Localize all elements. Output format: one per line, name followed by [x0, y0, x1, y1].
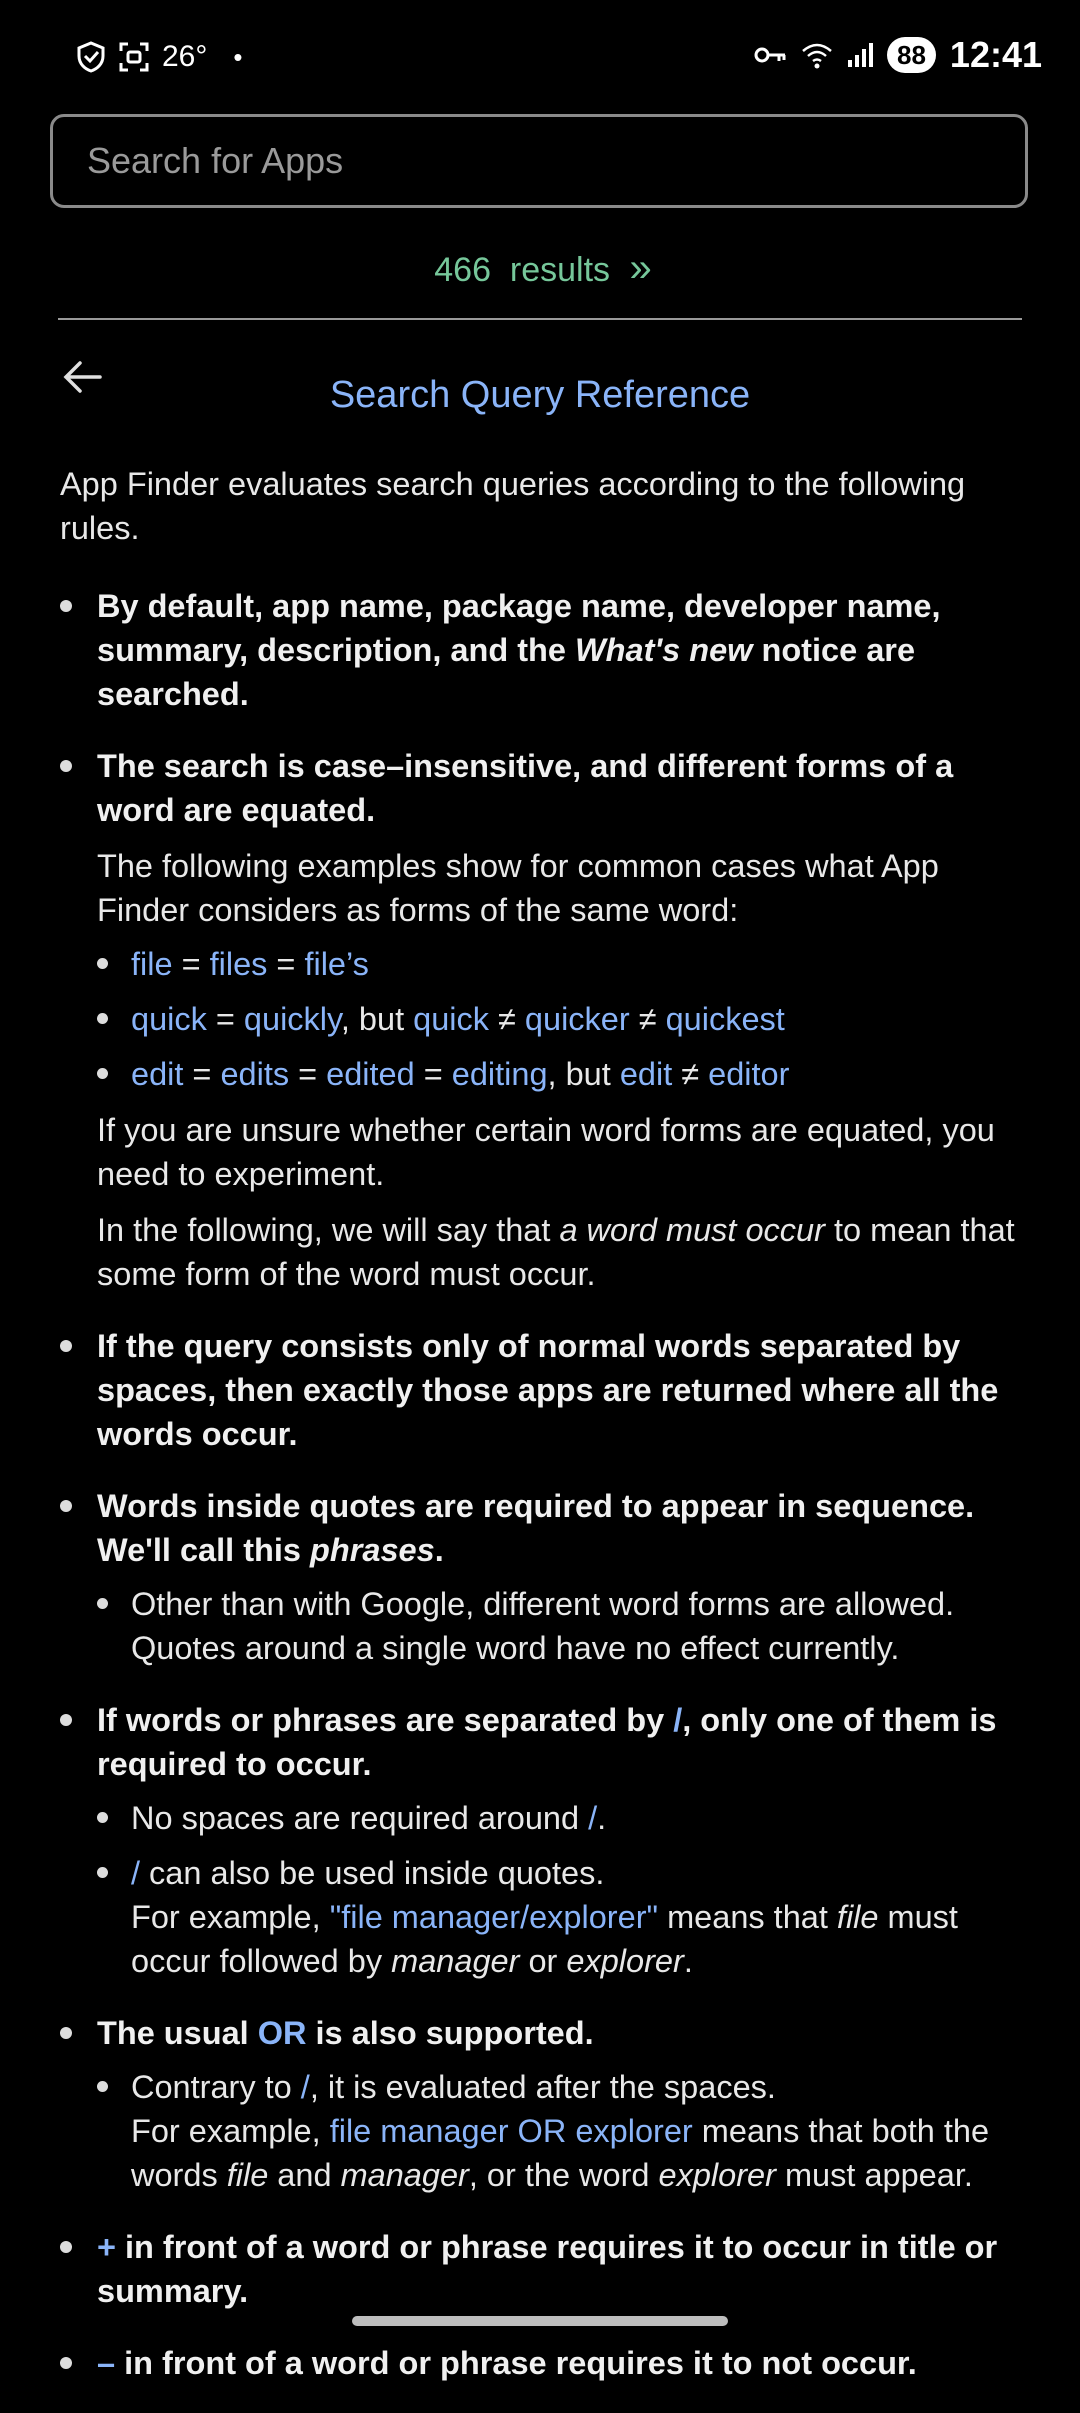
equals-sign: = [183, 1056, 221, 1092]
sub-text: or [519, 1943, 567, 1979]
sub-item [97, 1851, 1025, 1983]
sub-italic: file [836, 1899, 879, 1935]
example-word: quick [413, 1001, 490, 1037]
sub-text: and [268, 2157, 341, 2193]
rule-or [60, 2011, 1025, 2197]
operator-slash: / [300, 2069, 310, 2105]
example-file [97, 942, 1025, 986]
but-text: , but [340, 1001, 414, 1037]
rule-text: . [434, 1532, 444, 1568]
sub-item [97, 1796, 1025, 1840]
not-equal-sign: ≠ [672, 1056, 709, 1092]
sub-italic: explorer [658, 2157, 776, 2193]
rule-text: Words inside quotes are required to appear in sequence. We'll call this [97, 1488, 975, 1568]
sub-italic: manager [391, 1943, 520, 1979]
rule-text: in front of a word or phrase requires it to occur in title or summary. [97, 2229, 998, 2309]
operator-plus: + [97, 2229, 116, 2265]
rule-case-insensitive [60, 744, 1025, 1296]
sub-item: Other than with Google, different word forms are allowed. Quotes around a single word have no effect currently. [97, 1582, 1025, 1670]
sub-italic: manager [340, 2157, 469, 2193]
rule-text: If the query consists only of normal words separated by spaces, then exactly those apps are returned where all the words occur. [97, 1328, 999, 1452]
divider [58, 318, 1022, 320]
paragraph-italic: a word must occur [559, 1212, 825, 1248]
sub-list [97, 2065, 1025, 2197]
operator-minus: – [97, 2345, 116, 2381]
equals-sign: = [206, 1001, 244, 1037]
sub-text: Contrary to [131, 2069, 301, 2105]
sub-text: . [597, 1800, 607, 1836]
rule-text: If words or phrases are separated by [97, 1702, 674, 1738]
rule-paragraph: If you are unsure whether certain word forms are equated, you need to experiment. [97, 1112, 995, 1192]
results-summary[interactable] [0, 246, 1080, 291]
rule-paragraph: The following examples show for common cases what App Finder considers as forms of the same word: [97, 848, 939, 928]
examples-list [97, 942, 1025, 1096]
vpn-key-icon [753, 44, 787, 66]
intro-text: App Finder evaluates search queries according to the following rules. [60, 466, 966, 546]
rule-text: is also supported. [306, 2015, 594, 2051]
sub-text: . [683, 1943, 693, 1979]
reference-content [60, 462, 1025, 2413]
sub-text: means that both the words [131, 2113, 990, 2193]
battery-badge: 88 [887, 37, 936, 73]
sub-text: means that [658, 1899, 837, 1935]
sub-italic: explorer [566, 1943, 684, 1979]
rule-text-italic: What's new [574, 632, 753, 668]
rule-minus [60, 2341, 1025, 2385]
clock: 12:41 [949, 34, 1042, 75]
sub-item [97, 2065, 1025, 2197]
sub-text: must occur followed by [131, 1899, 958, 1979]
equals-sign: = [414, 1056, 452, 1092]
example-word: file [131, 946, 173, 982]
example-word: quick [131, 1001, 207, 1037]
notification-dot-icon: • [233, 41, 243, 72]
rule-searched-fields [60, 584, 1025, 716]
example-edit [97, 1052, 1025, 1096]
example-word: file’s [304, 946, 369, 982]
wifi-icon [801, 41, 833, 69]
operator-slash: / [588, 1800, 598, 1836]
example-word: edit [131, 1056, 184, 1092]
signal-icon [847, 42, 873, 68]
rule-slash [60, 1698, 1025, 1983]
example-query: "file manager/explorer" [329, 1899, 659, 1935]
search-box[interactable] [50, 114, 1028, 208]
sub-list [97, 1796, 1025, 1983]
sub-text: For example, [131, 2113, 330, 2149]
equals-sign: = [289, 1056, 327, 1092]
example-word: files [209, 946, 268, 982]
sub-text: can also be used inside quotes. [140, 1855, 605, 1891]
sub-text: For example, [131, 1899, 330, 1935]
example-word: quicker [524, 1001, 630, 1037]
rule-text: By default, app name, package name, developer name, summary, description, and the [97, 588, 941, 668]
example-word: editing [451, 1056, 548, 1092]
example-word: editor [708, 1056, 790, 1092]
screenshot-icon [118, 41, 150, 73]
rule-phrases [60, 1484, 1025, 1670]
sub-italic: file [226, 2157, 269, 2193]
page-title: Search Query Reference [329, 374, 751, 416]
rules-list [60, 584, 1025, 2385]
sub-list [97, 1582, 1025, 1670]
operator-slash: / [673, 1702, 683, 1738]
but-text: , but [547, 1056, 620, 1092]
example-word: quickly [243, 1001, 341, 1037]
example-word: edited [326, 1056, 415, 1092]
rule-text: , only one of them is required to occur. [97, 1702, 997, 1782]
not-equal-sign: ≠ [489, 1001, 525, 1037]
rule-paragraph [97, 1208, 1025, 1296]
example-quick [97, 997, 1025, 1041]
sub-text: No spaces are required around [131, 1800, 589, 1836]
paragraph-text: In the following, we will say that [97, 1212, 560, 1248]
temperature: 26° [162, 40, 208, 73]
equals-sign: = [267, 946, 305, 982]
rule-text-italic: phrases [310, 1532, 435, 1568]
chevron-double-right-icon[interactable]: » [629, 246, 646, 290]
example-word: edits [220, 1056, 290, 1092]
search-input[interactable] [85, 139, 1025, 183]
shield-icon [76, 41, 106, 73]
sub-text: , or the word [468, 2157, 659, 2193]
rule-normal-words [60, 1324, 1025, 1456]
example-query: file manager OR explorer [329, 2113, 693, 2149]
rule-text: notice are searched. [97, 632, 916, 712]
home-indicator[interactable] [352, 2316, 728, 2326]
sub-text: must appear. [775, 2157, 973, 2193]
results-count: 466 [434, 251, 491, 289]
example-word: edit [619, 1056, 673, 1092]
example-word: quickest [665, 1001, 785, 1037]
rule-text: in front of a word or phrase requires it to not occur. [115, 2345, 917, 2381]
status-bar [0, 0, 1080, 110]
operator-slash: / [131, 1855, 141, 1891]
rule-plus [60, 2225, 1025, 2313]
not-equal-sign: ≠ [629, 1001, 666, 1037]
operator-or: OR [257, 2015, 307, 2051]
paragraph-text: to mean that some form of the word must occur. [97, 1212, 1015, 1292]
equals-sign: = [172, 946, 210, 982]
rule-text: The usual [97, 2015, 258, 2051]
results-label: results [509, 251, 611, 289]
sub-text: , it is evaluated after the spaces. [309, 2069, 776, 2105]
rule-heading: The search is case–insensitive, and different forms of a word are equated. [97, 748, 954, 828]
